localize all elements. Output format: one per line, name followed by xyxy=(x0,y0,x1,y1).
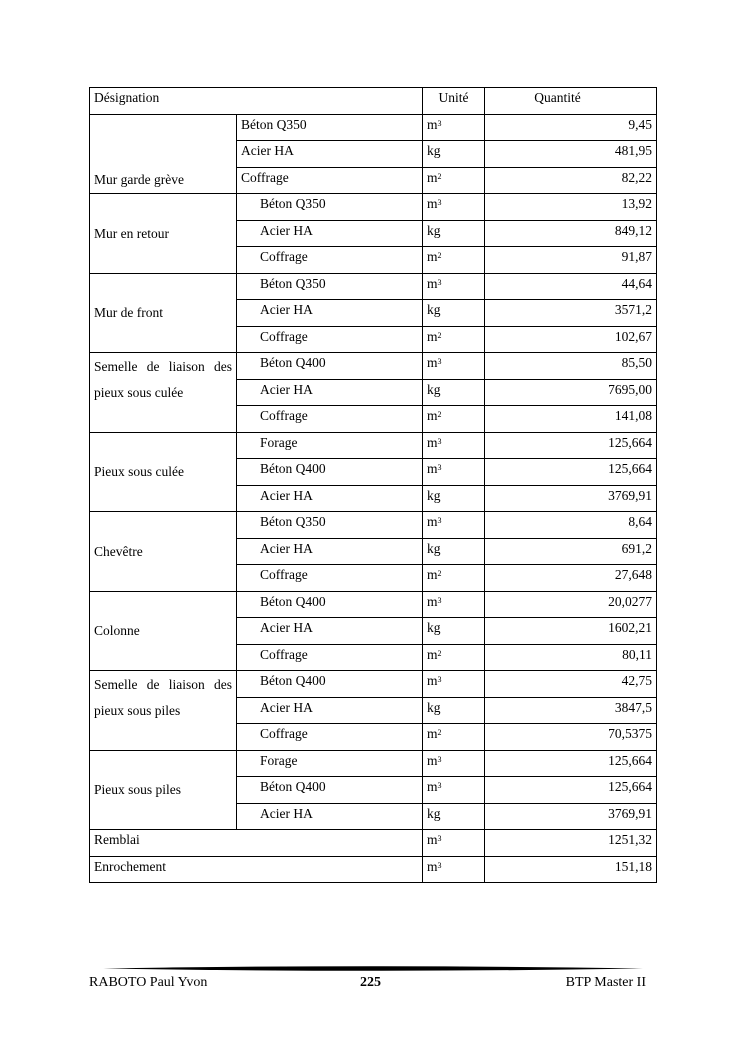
unit-exponent: 3 xyxy=(437,834,442,843)
quantity-cell: 20,0277 xyxy=(485,591,657,618)
item-designation: Coffrage xyxy=(237,724,423,751)
unit-exponent: 2 xyxy=(437,569,442,578)
quantity-cell: 8,64 xyxy=(485,512,657,539)
item-designation: Béton Q350 xyxy=(237,114,423,141)
unit-cell xyxy=(423,379,485,406)
unit-text: kg xyxy=(427,143,441,158)
unit-text: kg xyxy=(427,302,441,317)
unit-cell xyxy=(423,432,485,459)
table-row xyxy=(90,750,657,777)
quantity-cell: 102,67 xyxy=(485,326,657,353)
group-designation: Mur en retour xyxy=(90,194,237,274)
unit-cell xyxy=(423,538,485,565)
unit-text: m xyxy=(427,514,438,529)
unit-text: kg xyxy=(427,381,441,397)
quantity-cell: 125,664 xyxy=(485,750,657,777)
unit-exponent: 3 xyxy=(437,463,442,472)
unit-exponent: 3 xyxy=(437,754,442,764)
unit-text: kg xyxy=(427,540,441,556)
unit-text: m xyxy=(427,461,438,476)
unit-text: m xyxy=(427,275,438,291)
unit-cell xyxy=(423,485,485,512)
quantities-table xyxy=(89,87,657,883)
unit-text: kg xyxy=(427,699,441,715)
item-designation: Acier HA xyxy=(237,141,423,168)
footer-course: BTP Master II xyxy=(565,975,646,990)
group-designation: Pieux sous culée xyxy=(90,432,237,512)
unit-cell xyxy=(423,724,485,751)
unit-cell xyxy=(423,830,485,857)
item-designation: Béton Q400 xyxy=(237,671,423,698)
unit-cell xyxy=(423,618,485,645)
item-designation: Béton Q350 xyxy=(237,273,423,300)
footer-divider xyxy=(103,965,643,972)
item-designation: Forage xyxy=(237,432,423,459)
unit-text: m xyxy=(427,726,438,741)
unit-text: m xyxy=(427,328,438,344)
unit-exponent: 3 xyxy=(437,357,442,366)
unit-text: m xyxy=(427,434,438,450)
unit-text: m xyxy=(427,858,438,874)
unit-exponent: 3 xyxy=(437,198,442,207)
quantity-cell: 481,95 xyxy=(485,141,657,168)
unit-cell xyxy=(423,565,485,592)
item-designation: Coffrage xyxy=(237,644,423,671)
table-row xyxy=(90,512,657,539)
item-designation: Acier HA xyxy=(237,300,423,327)
item-designation: Béton Q400 xyxy=(237,777,423,804)
quantity-cell: 85,50 xyxy=(485,353,657,380)
unit-text: m xyxy=(427,593,438,609)
item-designation: Coffrage xyxy=(237,565,423,592)
unit-cell xyxy=(423,644,485,671)
unit-cell xyxy=(423,247,485,274)
unit-exponent: 3 xyxy=(437,595,442,605)
item-designation: Acier HA xyxy=(237,618,423,645)
item-designation: Béton Q350 xyxy=(237,194,423,221)
unit-exponent: 2 xyxy=(437,728,442,737)
quantity-cell: 849,12 xyxy=(485,220,657,247)
unit-text: m xyxy=(427,646,438,662)
unit-text: m xyxy=(427,779,438,794)
unit-text: m xyxy=(427,832,438,847)
unit-exponent: 2 xyxy=(437,410,442,419)
quantity-cell: 91,87 xyxy=(485,247,657,274)
unit-text: m xyxy=(427,752,438,768)
unit-cell xyxy=(423,273,485,300)
quantity-cell: 125,664 xyxy=(485,459,657,486)
unit-exponent: 3 xyxy=(437,781,442,790)
quantity-cell: 3769,91 xyxy=(485,803,657,830)
unit-cell xyxy=(423,353,485,380)
unit-text: m xyxy=(427,169,438,185)
quantity-cell: 9,45 xyxy=(485,114,657,141)
unit-cell xyxy=(423,114,485,141)
quantity-cell: 691,2 xyxy=(485,538,657,565)
table-row xyxy=(90,591,657,618)
unit-cell xyxy=(423,167,485,194)
unit-exponent: 3 xyxy=(437,436,442,446)
item-designation: Coffrage xyxy=(237,326,423,353)
header-unite: Unité xyxy=(423,88,485,115)
unit-text: kg xyxy=(427,487,441,503)
table-header-row xyxy=(90,88,657,115)
table-row xyxy=(90,830,657,857)
quantity-cell: 42,75 xyxy=(485,671,657,698)
unit-exponent: 3 xyxy=(437,118,442,128)
table-row xyxy=(90,432,657,459)
item-designation: Acier HA xyxy=(237,220,423,247)
unit-cell xyxy=(423,671,485,698)
unit-cell xyxy=(423,803,485,830)
item-designation: Acier HA xyxy=(237,697,423,724)
unit-exponent: 2 xyxy=(437,648,442,658)
quantity-cell: 125,664 xyxy=(485,777,657,804)
item-designation: Coffrage xyxy=(237,406,423,433)
quantity-cell: 27,648 xyxy=(485,565,657,592)
unit-exponent: 3 xyxy=(437,516,442,525)
unit-text: m xyxy=(427,196,438,211)
unit-text: m xyxy=(427,355,438,370)
quantity-cell: 3769,91 xyxy=(485,485,657,512)
table-row xyxy=(90,671,657,698)
unit-text: kg xyxy=(427,222,441,238)
unit-cell xyxy=(423,300,485,327)
quantity-cell: 3847,5 xyxy=(485,697,657,724)
item-designation: Acier HA xyxy=(237,803,423,830)
item-designation: Remblai xyxy=(90,830,423,857)
unit-exponent: 3 xyxy=(437,675,442,684)
quantity-cell: 1251,32 xyxy=(485,830,657,857)
unit-cell xyxy=(423,512,485,539)
unit-text: m xyxy=(427,567,438,582)
group-designation: Pieux sous piles xyxy=(90,750,237,830)
item-designation: Coffrage xyxy=(237,167,423,194)
table-row xyxy=(90,856,657,883)
quantity-cell: 3571,2 xyxy=(485,300,657,327)
unit-exponent: 3 xyxy=(437,277,442,287)
unit-cell xyxy=(423,856,485,883)
footer-author: RABOTO Paul Yvon xyxy=(89,975,208,990)
item-designation: Béton Q400 xyxy=(237,459,423,486)
unit-exponent: 2 xyxy=(437,330,442,340)
unit-cell xyxy=(423,750,485,777)
quantity-cell: 80,11 xyxy=(485,644,657,671)
quantity-cell: 151,18 xyxy=(485,856,657,883)
quantity-cell: 44,64 xyxy=(485,273,657,300)
quantity-cell: 82,22 xyxy=(485,167,657,194)
unit-text: kg xyxy=(427,805,441,821)
unit-cell xyxy=(423,220,485,247)
table-row xyxy=(90,353,657,380)
quantity-cell: 13,92 xyxy=(485,194,657,221)
unit-cell xyxy=(423,777,485,804)
group-designation: Mur de front xyxy=(90,273,237,353)
item-designation: Béton Q350 xyxy=(237,512,423,539)
table-row xyxy=(90,194,657,221)
group-designation: Mur garde grève xyxy=(90,114,237,194)
unit-text: kg xyxy=(427,620,441,635)
unit-cell xyxy=(423,326,485,353)
unit-text: m xyxy=(427,408,438,423)
unit-exponent: 2 xyxy=(437,251,442,260)
group-designation: Semelle de liaison des pieux sous culée xyxy=(90,353,237,433)
unit-cell xyxy=(423,591,485,618)
quantity-cell: 1602,21 xyxy=(485,618,657,645)
quantity-cell: 7695,00 xyxy=(485,379,657,406)
item-designation: Forage xyxy=(237,750,423,777)
item-designation: Acier HA xyxy=(237,538,423,565)
unit-text: m xyxy=(427,673,438,688)
unit-cell xyxy=(423,459,485,486)
unit-exponent: 2 xyxy=(437,171,442,181)
unit-text: m xyxy=(427,116,438,132)
quantity-cell: 125,664 xyxy=(485,432,657,459)
page-number: 225 xyxy=(360,975,381,990)
item-designation: Coffrage xyxy=(237,247,423,274)
table-row xyxy=(90,273,657,300)
unit-exponent: 3 xyxy=(437,860,442,870)
group-designation: Semelle de liaison des pieux sous piles xyxy=(90,671,237,751)
header-quantite: Quantité xyxy=(485,88,657,115)
group-designation: Chevêtre xyxy=(90,512,237,592)
unit-cell xyxy=(423,406,485,433)
unit-cell xyxy=(423,697,485,724)
quantity-cell: 70,5375 xyxy=(485,724,657,751)
unit-cell xyxy=(423,141,485,168)
item-designation: Acier HA xyxy=(237,379,423,406)
item-designation: Enrochement xyxy=(90,856,423,883)
item-designation: Béton Q400 xyxy=(237,353,423,380)
unit-cell xyxy=(423,194,485,221)
item-designation: Béton Q400 xyxy=(237,591,423,618)
group-designation: Colonne xyxy=(90,591,237,671)
quantity-cell: 141,08 xyxy=(485,406,657,433)
header-designation: Désignation xyxy=(90,88,423,115)
item-designation: Acier HA xyxy=(237,485,423,512)
table-row xyxy=(90,114,657,141)
unit-text: m xyxy=(427,249,438,264)
